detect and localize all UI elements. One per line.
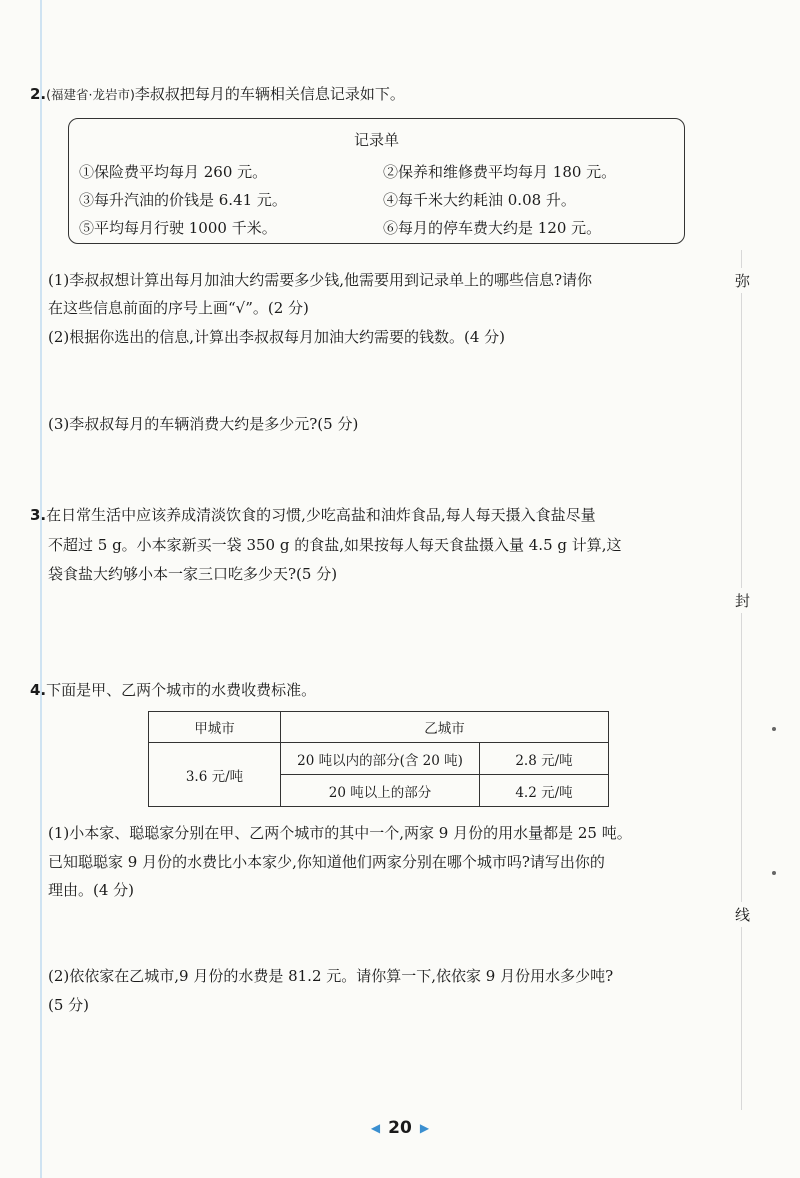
record-item: ⑥每月的停车费大约是 120 元。: [383, 219, 602, 237]
table-cell-price-a: 3.6 元/吨: [149, 743, 281, 807]
record-item: ③每升汽油的价钱是 6.41 元。: [79, 191, 287, 209]
q2-part2: (2)根据你选出的信息,计算出李叔叔每月加油大约需要的钱数。(4 分): [48, 328, 506, 346]
q4-part2-line1: (2)依依家在乙城市,9 月份的水费是 81.2 元。请你算一下,依依家 9 月份用水多少吨?: [48, 967, 614, 985]
record-sheet: [68, 118, 685, 244]
q2-number: 2.: [30, 85, 47, 103]
binding-char-mi: 弥: [735, 268, 750, 293]
q4-number: 4.: [30, 681, 47, 699]
binding-char-xian: 线: [735, 902, 750, 927]
q4-part1-line2: 已知聪聪家 9 月份的水费比小本家少,你知道他们两家分别在哪个城市吗?请写出你的: [48, 853, 605, 871]
binding-line: [741, 250, 742, 1110]
next-arrow-icon: ▶: [419, 1121, 430, 1135]
q3-line1: [30, 505, 596, 525]
table-cell-tier1-label: 20 吨以内的部分(含 20 吨): [281, 743, 480, 775]
left-margin-line: [40, 0, 42, 1178]
page-number: 20: [388, 1118, 412, 1138]
table-cell-tier1-price: 2.8 元/吨: [480, 743, 609, 775]
q2-part3: (3)李叔叔每月的车辆消费大约是多少元?(5 分): [48, 415, 359, 433]
q4-intro-text: 下面是甲、乙两个城市的水费收费标准。: [46, 681, 317, 699]
q2-part1-line1: (1)李叔叔想计算出每月加油大约需要多少钱,他需要用到记录单上的哪些信息?请你: [48, 271, 593, 289]
record-item: ①保险费平均每月 260 元。: [79, 163, 268, 181]
q3-line3: 袋食盐大约够小本一家三口吃多少天?(5 分): [48, 565, 338, 583]
q3-line2: 不超过 5 g。小本家新买一袋 350 g 的食盐,如果按每人每天食盐摄入量 4.5 g 计算,这: [48, 536, 622, 554]
q4-intro: [30, 680, 316, 700]
record-item: ⑤平均每月行驶 1000 千米。: [79, 219, 277, 237]
table-header-city-a: 甲城市: [149, 712, 281, 743]
punch-hole-dot: [772, 727, 776, 731]
q2-part1-line2: 在这些信息前面的序号上画“√”。(2 分): [48, 299, 309, 317]
record-title: 记录单: [353, 131, 399, 149]
record-item: ④每千米大约耗油 0.08 升。: [383, 191, 576, 209]
prev-arrow-icon: ◀: [370, 1121, 381, 1135]
q4-part1-line1: (1)小本家、聪聪家分别在甲、乙两个城市的其中一个,两家 9 月份的用水量都是 25 吨。: [48, 824, 632, 842]
table-cell-tier2-label: 20 吨以上的部分: [281, 775, 480, 807]
q2-source: (福建省·龙岩市): [46, 87, 135, 102]
punch-hole-dot: [772, 871, 776, 875]
q2-intro: [30, 84, 405, 105]
table-cell-tier2-price: 4.2 元/吨: [480, 775, 609, 807]
record-item: ②保养和维修费平均每月 180 元。: [383, 163, 617, 181]
q2-intro-text: 李叔叔把每月的车辆相关信息记录如下。: [134, 85, 405, 103]
q3-text: 在日常生活中应该养成清淡饮食的习惯,少吃高盐和油炸食品,每人每天摄入食盐尽量: [46, 506, 596, 524]
page-footer: [0, 1118, 800, 1138]
q4-part1-line3: 理由。(4 分): [48, 881, 135, 899]
table-header-city-b: 乙城市: [281, 712, 609, 743]
binding-char-feng: 封: [735, 588, 750, 613]
water-fee-table: [148, 711, 609, 807]
q3-number: 3.: [30, 506, 47, 524]
q4-part2-line2: (5 分): [48, 996, 90, 1014]
